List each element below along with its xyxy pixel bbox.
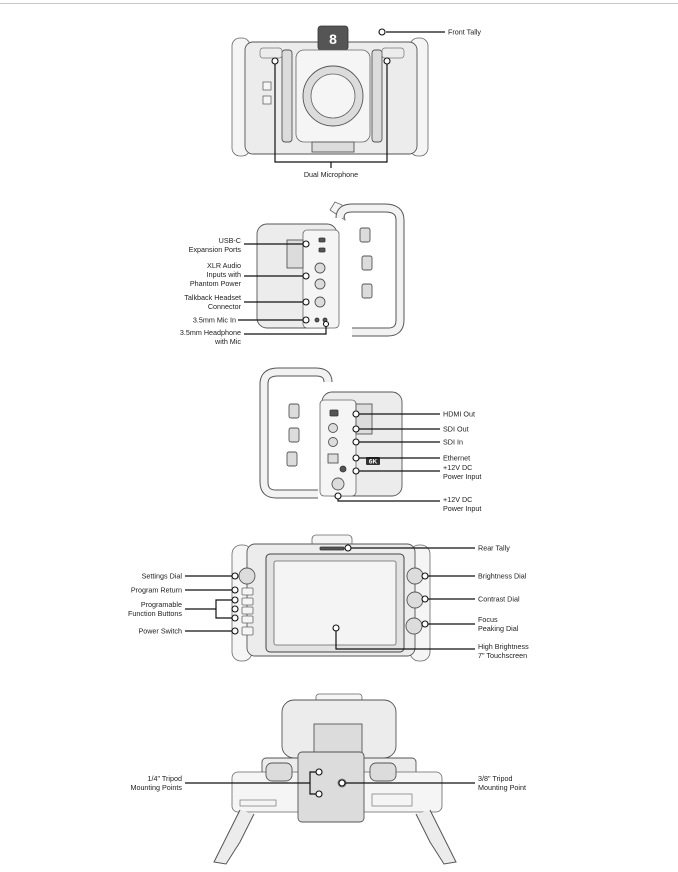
power-switch-label: Power Switch (138, 626, 182, 636)
mic-in-label: 3.5mm Mic In (192, 315, 236, 325)
contrast-dial-graphic (407, 592, 423, 608)
front-button-2 (263, 96, 271, 104)
usbc-port-1 (319, 238, 325, 242)
function-button-1 (242, 598, 253, 605)
threeeighth-tripod-marker (339, 780, 345, 786)
threeeighth-tripod-label-2: Mounting Point (478, 783, 526, 792)
model-badge-text: 6K (368, 458, 378, 466)
function-button-3-marker (232, 615, 238, 621)
usbc-label-2: Expansion Ports (188, 245, 241, 254)
function-buttons-bracket (216, 600, 232, 618)
mic-in-jack (315, 318, 319, 322)
function-buttons-label-1: Programable (140, 600, 182, 609)
touchscreen-marker (333, 625, 339, 631)
quarter-tripod-marker-2 (316, 791, 322, 797)
focus-label-1: Focus (478, 615, 498, 624)
front-button-1 (263, 82, 271, 90)
program-return-button (242, 588, 253, 595)
left-microphone-grille (282, 50, 292, 142)
ethernet-marker (353, 455, 359, 461)
usbc-label-1: USB-C (218, 236, 241, 245)
usbc-marker (303, 241, 309, 247)
right-microphone-grille (372, 50, 382, 142)
dc-xlr-marker (335, 493, 341, 499)
rear-tally-marker (345, 545, 351, 551)
dc-small-marker (353, 468, 359, 474)
hdmi-port (330, 410, 338, 416)
ethernet-port (328, 454, 338, 463)
lens-mount-opening (311, 74, 355, 118)
talkback-label-2: Connector (207, 302, 241, 311)
xlr-input-2 (315, 279, 325, 289)
rear-touchscreen (274, 561, 396, 645)
front-tally-number: 8 (329, 31, 337, 47)
brightness-dial-graphic (407, 568, 423, 584)
rear-tally-label: Rear Tally (478, 543, 510, 553)
power-switch-marker (232, 628, 238, 634)
bottom-left-foot (266, 763, 292, 781)
mic-in-marker (303, 317, 309, 323)
function-button-2 (242, 607, 253, 614)
bottom-left-handle-leg (214, 810, 254, 864)
rear-view (128, 535, 529, 661)
function-buttons-label-2: Function Buttons (128, 609, 182, 618)
brightness-marker (422, 573, 428, 579)
touchscreen-label-2: 7" Touchscreen (478, 651, 528, 660)
rear-tally-light (320, 547, 344, 550)
brightness-label: Brightness Dial (478, 571, 527, 581)
contrast-label: Contrast Dial (478, 594, 520, 604)
xlr-marker (303, 273, 309, 279)
headphone-label-2: with Mic (215, 337, 241, 346)
right-dial-1 (289, 404, 299, 418)
right-side-view (264, 372, 481, 513)
sdi-in-port (329, 438, 338, 447)
talkback-connector (315, 297, 325, 307)
front-tally-label: Front Tally (448, 27, 482, 37)
dc-xlr-label-2: Power Input (443, 504, 482, 513)
left-side-view (180, 202, 400, 346)
xlr-input-1 (315, 263, 325, 273)
quarter-tripod-label-2: Mounting Points (130, 783, 182, 792)
program-return-label: Program Return (130, 585, 182, 595)
dc-small-label-2: Power Input (443, 472, 482, 481)
sdi-out-marker (353, 426, 359, 432)
xlr-label-2: Inputs with (206, 270, 241, 279)
bottom-right-foot (370, 763, 396, 781)
right-microphone-marker (384, 58, 390, 64)
focus-marker (422, 621, 428, 627)
talkback-label-1: Talkback Headset (184, 293, 241, 302)
left-dial-2 (362, 256, 372, 270)
contrast-marker (422, 596, 428, 602)
sdi-in-label: SDI In (443, 437, 463, 447)
focus-peaking-dial-graphic (406, 618, 422, 634)
left-dial-1 (360, 228, 370, 242)
focus-label-2: Peaking Dial (478, 624, 519, 633)
front-tally-marker (379, 29, 385, 35)
dc-xlr-port (332, 478, 344, 490)
left-dial-3 (362, 284, 372, 298)
sdi-out-label: SDI Out (443, 424, 469, 434)
hdmi-label: HDMI Out (443, 409, 475, 419)
usbc-port-2 (319, 248, 325, 252)
front-bottom-vent (312, 142, 354, 152)
left-microphone-marker (272, 58, 278, 64)
tripod-mount-plate (298, 752, 364, 822)
front-view (232, 26, 481, 179)
bottom-right-handle-leg (416, 810, 456, 864)
headphone-label-1: 3.5mm Headphone (179, 328, 241, 337)
quarter-tripod-marker-1 (316, 769, 322, 775)
dc-small-label-1: +12V DC (443, 463, 473, 472)
settings-dial-marker (232, 573, 238, 579)
function-button-3 (242, 616, 253, 623)
dc-xlr-label-1: +12V DC (443, 495, 473, 504)
power-switch-graphic (242, 627, 253, 635)
bottom-view (130, 694, 526, 864)
quarter-tripod-label-1: 1/4" Tripod (147, 774, 182, 783)
program-return-marker (232, 587, 238, 593)
dual-microphone-label: Dual Microphone (303, 170, 359, 179)
threeeighth-tripod-label-1: 3/8" Tripod (478, 774, 513, 783)
dc-small-port (340, 466, 346, 472)
talkback-marker (303, 299, 309, 305)
headphone-marker (324, 322, 329, 327)
sdi-in-marker (353, 439, 359, 445)
hdmi-marker (353, 411, 359, 417)
right-dial-2 (289, 428, 299, 442)
dc-xlr-leader (338, 499, 440, 501)
function-button-2-marker (232, 606, 238, 612)
settings-dial-graphic (239, 568, 255, 584)
ethernet-label: Ethernet (443, 453, 471, 463)
function-button-1-marker (232, 597, 238, 603)
xlr-label-3: Phantom Power (189, 279, 241, 288)
right-dial-3 (287, 452, 297, 466)
sdi-out-port (329, 424, 338, 433)
settings-dial-label: Settings Dial (141, 571, 182, 581)
xlr-label-1: XLR Audio (207, 261, 241, 270)
touchscreen-label-1: High Brightness (478, 642, 529, 651)
